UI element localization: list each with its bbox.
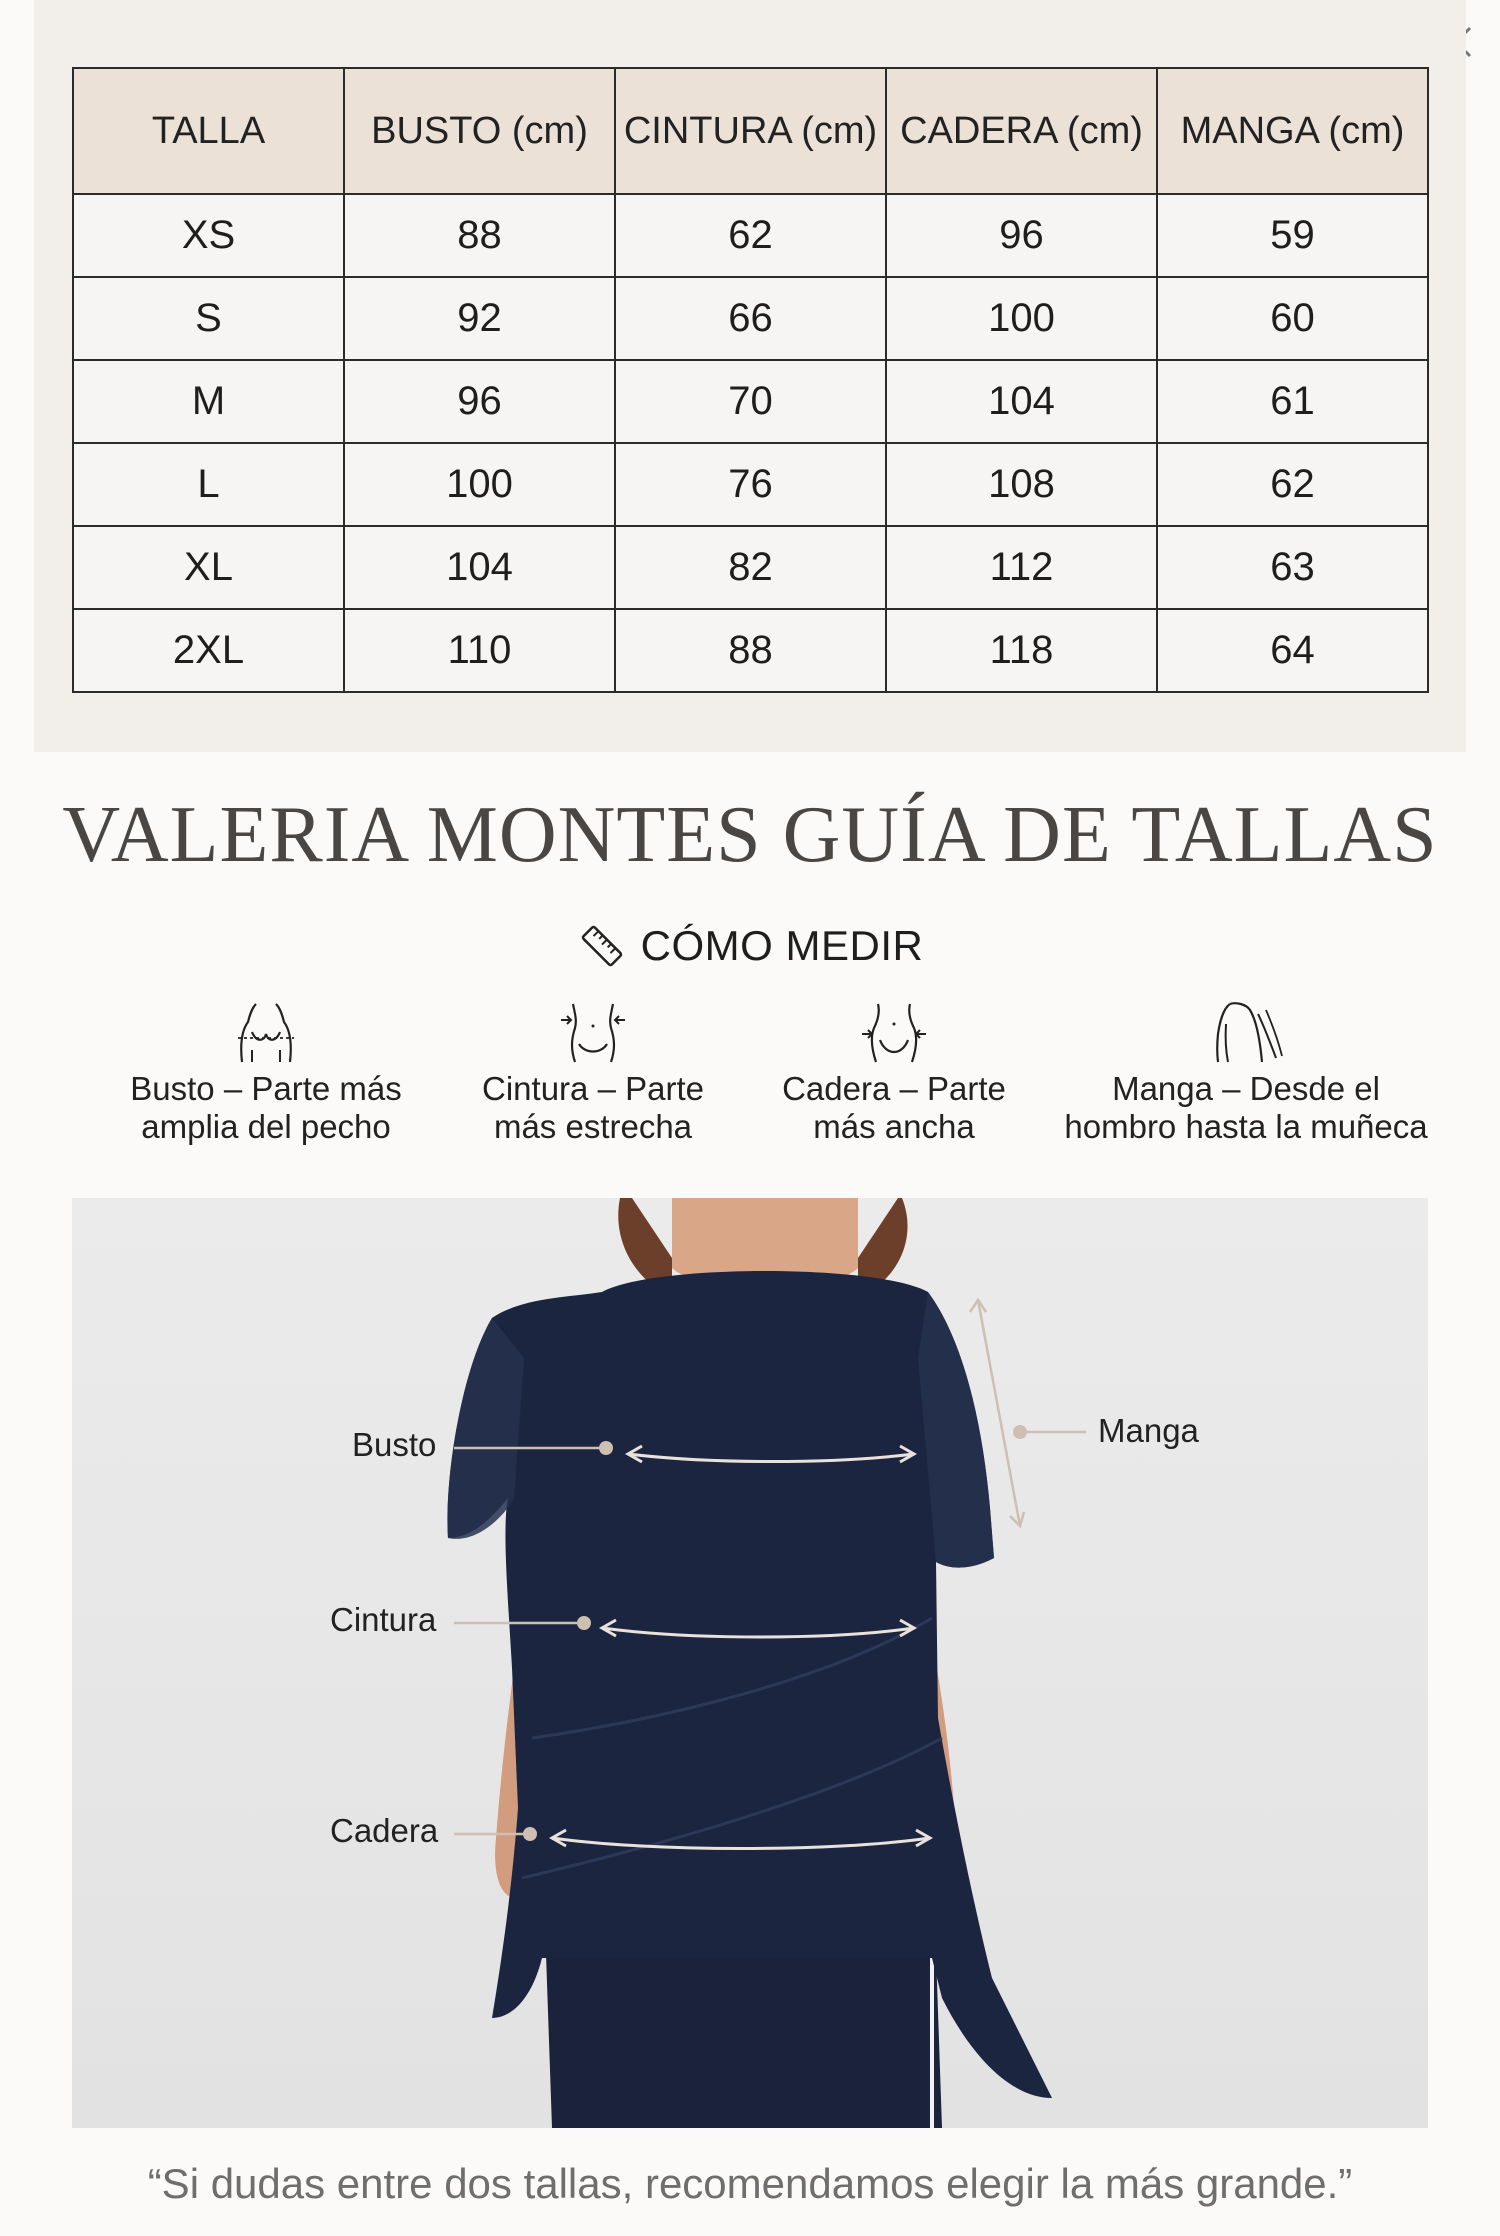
bust-caption-line1: Busto – Parte más — [130, 1070, 402, 1107]
table-row — [73, 609, 1428, 692]
size-table — [72, 67, 1429, 693]
table-cell: 64 — [1157, 609, 1428, 692]
table-row — [73, 277, 1428, 360]
table-cell: 108 — [886, 443, 1157, 526]
table-cell: XS — [73, 194, 344, 277]
table-cell: 118 — [886, 609, 1157, 692]
hip-icon — [858, 1000, 930, 1064]
model-photo — [72, 1198, 1428, 2128]
header-talla: TALLA — [73, 68, 344, 194]
bust-caption-line2: amplia del pecho — [141, 1108, 391, 1145]
waist-callout-label: Cintura — [330, 1601, 437, 1638]
table-cell: M — [73, 360, 344, 443]
sleeve-callout-label: Manga — [1098, 1412, 1199, 1449]
table-cell: S — [73, 277, 344, 360]
table-cell: 2XL — [73, 609, 344, 692]
bust-callout-dot — [599, 1441, 613, 1455]
table-cell: 76 — [615, 443, 886, 526]
sizing-tip-quote: “Si dudas entre dos tallas, recomendamos elegir la más grande.” — [147, 2160, 1353, 2207]
table-cell: 59 — [1157, 194, 1428, 277]
table-row — [73, 526, 1428, 609]
header-cadera: CADERA (cm) — [886, 68, 1157, 194]
table-cell: 60 — [1157, 277, 1428, 360]
sleeve-icon — [1206, 1000, 1286, 1064]
hip-caption-line1: Cadera – Parte — [782, 1070, 1006, 1107]
bust-icon — [230, 1000, 302, 1064]
hip-callout-label: Cadera — [330, 1812, 439, 1849]
table-header-row — [73, 68, 1428, 194]
how-to-measure-heading — [0, 918, 1500, 974]
size-table-panel — [34, 0, 1466, 752]
header-busto: BUSTO (cm) — [344, 68, 615, 194]
waist-icon — [557, 1000, 629, 1064]
table-cell: 96 — [886, 194, 1157, 277]
table-cell: 100 — [886, 277, 1157, 360]
how-to-measure-label: CÓMO MEDIR — [640, 922, 924, 969]
hip-caption-line2: más ancha — [813, 1108, 975, 1145]
table-cell: 100 — [344, 443, 615, 526]
sleeve-caption-line1: Manga – Desde el — [1112, 1070, 1380, 1107]
table-row — [73, 194, 1428, 277]
bust-callout-label: Busto — [352, 1426, 437, 1463]
sleeve-caption-line2: hombro hasta la muñeca — [1064, 1108, 1428, 1145]
table-cell: 112 — [886, 526, 1157, 609]
header-manga: MANGA (cm) — [1157, 68, 1428, 194]
table-cell: 110 — [344, 609, 615, 692]
table-cell: 88 — [344, 194, 615, 277]
model-figure — [72, 1198, 1428, 2128]
measure-item-bust — [120, 1000, 412, 1146]
table-cell: 96 — [344, 360, 615, 443]
table-cell: 66 — [615, 277, 886, 360]
page-title: VALERIA MONTES GUÍA DE TALLAS — [62, 791, 1438, 879]
waist-callout-dot — [577, 1616, 591, 1630]
measure-item-sleeve — [1046, 1000, 1446, 1146]
hip-callout-dot — [523, 1827, 537, 1841]
table-cell: 92 — [344, 277, 615, 360]
table-cell: 70 — [615, 360, 886, 443]
table-cell: 63 — [1157, 526, 1428, 609]
table-cell: 104 — [344, 526, 615, 609]
table-cell: XL — [73, 526, 344, 609]
measure-item-hip — [772, 1000, 1016, 1146]
table-row — [73, 443, 1428, 526]
table-cell: 82 — [615, 526, 886, 609]
table-row — [73, 360, 1428, 443]
table-cell: 61 — [1157, 360, 1428, 443]
table-cell: 88 — [615, 609, 886, 692]
waist-caption-line2: más estrecha — [493, 1108, 693, 1145]
ruler-icon — [577, 921, 627, 971]
table-cell: 62 — [615, 194, 886, 277]
header-cintura: CINTURA (cm) — [615, 68, 886, 194]
waist-caption-line1: Cintura – Parte — [482, 1070, 704, 1107]
table-cell: L — [73, 443, 344, 526]
table-cell: 62 — [1157, 443, 1428, 526]
table-cell: 104 — [886, 360, 1157, 443]
measure-item-waist — [462, 1000, 724, 1146]
